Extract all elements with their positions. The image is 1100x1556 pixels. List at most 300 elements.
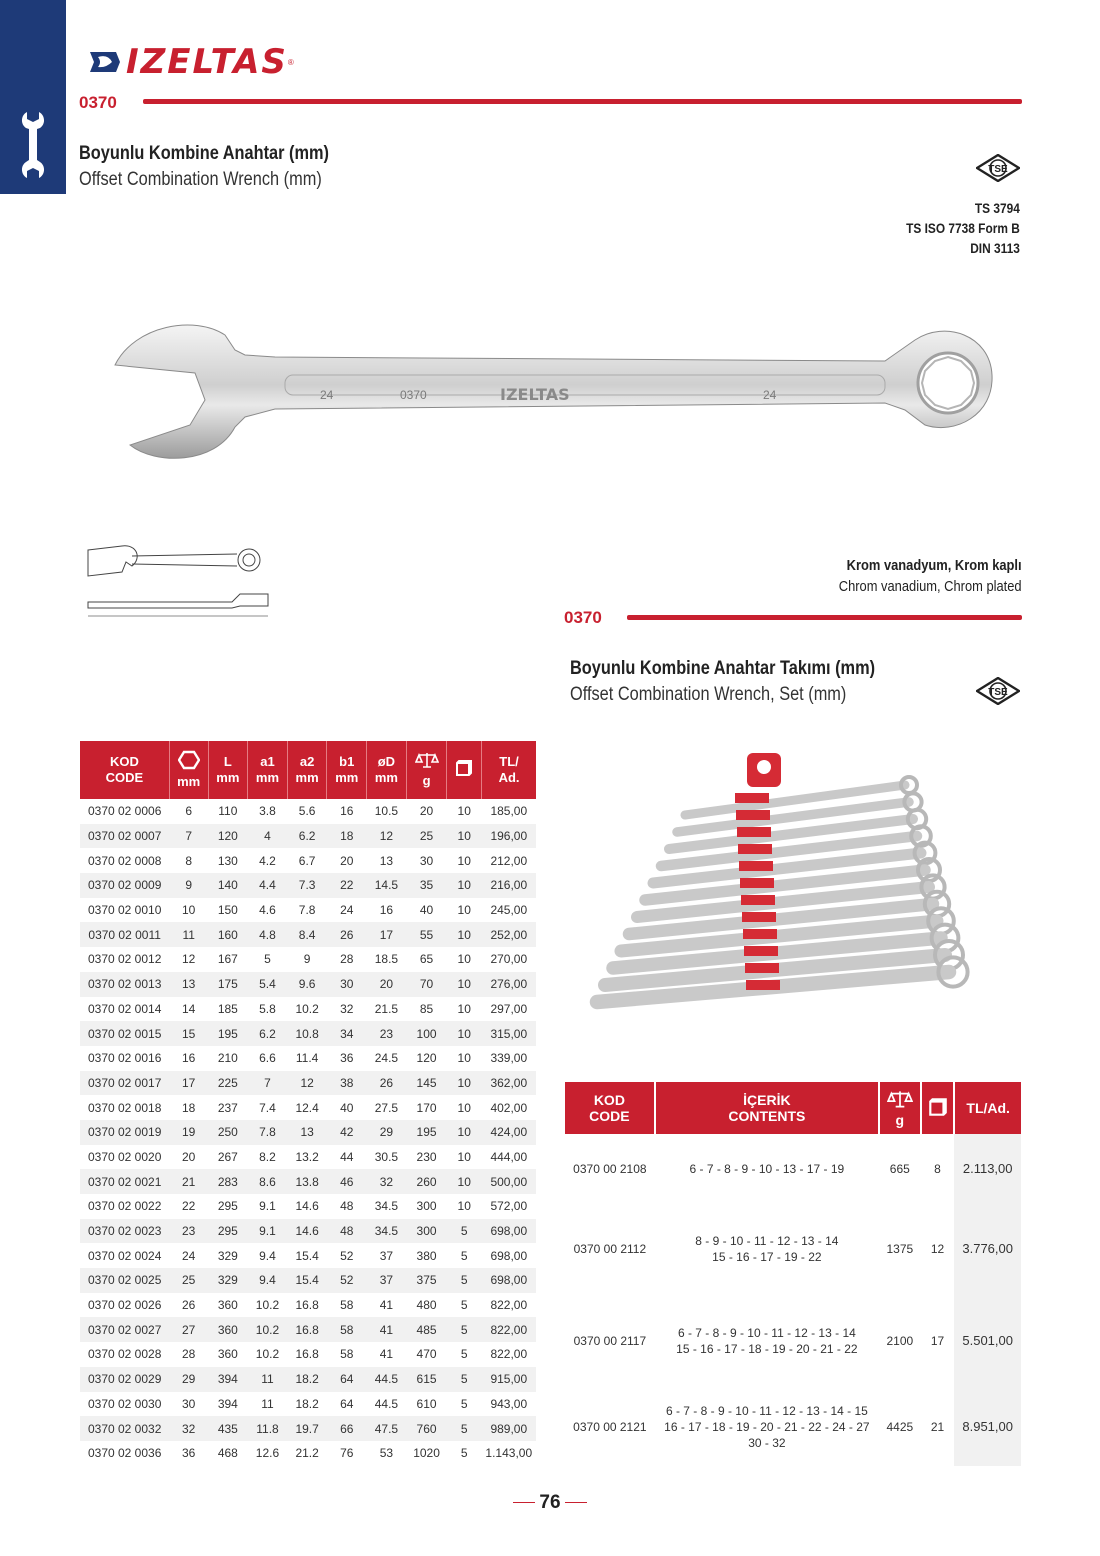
table-row bbox=[80, 1268, 536, 1293]
cell-b1: 52 bbox=[327, 1268, 367, 1293]
cell-length: 167 bbox=[217, 952, 238, 967]
cell-pack-qty: 17 bbox=[930, 1334, 945, 1348]
cell-a2: 7.8 bbox=[298, 903, 316, 918]
cell-size: 7 bbox=[169, 824, 208, 849]
cell-price: 444,00 bbox=[490, 1149, 528, 1164]
cell-a2: 9 bbox=[303, 952, 311, 967]
cell-pack-qty: 10 bbox=[457, 1001, 471, 1016]
cell-weight: 2100 bbox=[886, 1334, 914, 1348]
table-row bbox=[80, 873, 536, 898]
cell-b1: 48 bbox=[340, 1199, 354, 1214]
tse-mark-text: TSE bbox=[988, 164, 1008, 175]
cell-a2: 15.4 bbox=[295, 1248, 319, 1263]
table-row bbox=[80, 947, 536, 972]
brand-emblem-icon bbox=[88, 48, 122, 76]
cell-size: 32 bbox=[169, 1416, 208, 1441]
cell-diameter: 37 bbox=[367, 1268, 407, 1293]
header-unit: g bbox=[422, 773, 431, 788]
cell-price: 196,00 bbox=[482, 824, 536, 849]
cell-a1: 6.2 bbox=[248, 1021, 288, 1046]
col-code bbox=[80, 741, 169, 799]
cell-b1: 64 bbox=[327, 1367, 367, 1392]
cell-a1: 11 bbox=[248, 1367, 288, 1392]
cell-code: 0370 02 0030 bbox=[87, 1396, 162, 1411]
cell-pack-qty: 10 bbox=[447, 1169, 482, 1194]
cell-pack-qty: 5 bbox=[447, 1268, 482, 1293]
cell-code: 0370 02 0019 bbox=[80, 1120, 169, 1145]
cell-price: 252,00 bbox=[482, 922, 536, 947]
table-row bbox=[565, 1204, 1021, 1294]
cell-size: 21 bbox=[169, 1169, 208, 1194]
cell-weight: 35 bbox=[406, 873, 447, 898]
set-holder-clip bbox=[735, 793, 769, 803]
set-holder-clip bbox=[741, 895, 775, 905]
wrench-marking-size-right: 24 bbox=[763, 388, 777, 402]
cell-b1: 26 bbox=[327, 922, 367, 947]
cell-pack-qty: 8 bbox=[934, 1162, 941, 1176]
header-unit: g bbox=[895, 1111, 905, 1128]
cell-length: 295 bbox=[208, 1219, 248, 1244]
cell-code: 0370 02 0015 bbox=[80, 1021, 169, 1046]
cell-a1: 9.4 bbox=[248, 1268, 288, 1293]
set-header-row bbox=[565, 1082, 1021, 1134]
cell-length: 140 bbox=[208, 873, 248, 898]
brand-name: IZELTAS bbox=[126, 42, 288, 82]
cell-weight: 195 bbox=[406, 1120, 447, 1145]
cell-diameter: 23 bbox=[367, 1021, 407, 1046]
section2-title bbox=[570, 658, 925, 706]
cell-pack-qty: 10 bbox=[457, 903, 471, 918]
contents-line: 15 - 16 - 17 - 18 - 19 - 20 - 21 - 22 bbox=[676, 1342, 858, 1356]
cell-length: 195 bbox=[208, 1021, 248, 1046]
cell-a1: 11.8 bbox=[248, 1416, 288, 1441]
cell-diameter: 18.5 bbox=[374, 952, 399, 967]
cell-price: 698,00 bbox=[490, 1248, 528, 1263]
cell-price: 822,00 bbox=[490, 1298, 528, 1313]
cell-diameter: 13 bbox=[379, 853, 394, 868]
set-holder-clip bbox=[742, 912, 776, 922]
cell-length: 435 bbox=[208, 1416, 248, 1441]
cell-code: 0370 02 0013 bbox=[80, 972, 169, 997]
cell-diameter: 41 bbox=[379, 1347, 394, 1362]
cell-length: 295 bbox=[217, 1199, 238, 1214]
set-holder-clip bbox=[740, 878, 774, 888]
side-category-tab bbox=[0, 0, 66, 194]
cell-b1: 34 bbox=[327, 1021, 367, 1046]
cell-diameter: 34.5 bbox=[374, 1199, 399, 1214]
cell-diameter: 41 bbox=[367, 1317, 407, 1342]
cell-diameter: 26 bbox=[367, 1071, 407, 1096]
cell-a2: 13.8 bbox=[287, 1169, 327, 1194]
col-contents bbox=[655, 1082, 879, 1134]
cell-a1: 11 bbox=[261, 1396, 274, 1411]
cell-b1: 64 bbox=[340, 1396, 354, 1411]
cell-code: 0370 02 0012 bbox=[87, 952, 162, 967]
section1-divider bbox=[143, 99, 1022, 104]
cell-b1: 24 bbox=[340, 903, 354, 918]
cell-size: 18 bbox=[182, 1100, 196, 1115]
cell-diameter: 32 bbox=[367, 1169, 407, 1194]
table-row bbox=[80, 898, 536, 923]
cell-a2: 12 bbox=[287, 1071, 327, 1096]
col-size bbox=[169, 741, 208, 799]
table-row bbox=[80, 1342, 536, 1367]
cell-length: 329 bbox=[217, 1248, 238, 1263]
cell-a2: 12.4 bbox=[295, 1100, 319, 1115]
cell-a1: 9.4 bbox=[259, 1248, 276, 1263]
cell-weight: 470 bbox=[416, 1347, 437, 1362]
cell-contents bbox=[655, 1204, 879, 1294]
cell-b1: 20 bbox=[340, 853, 354, 868]
table-row bbox=[80, 1021, 536, 1046]
cell-weight: 170 bbox=[416, 1100, 437, 1115]
cell-diameter: 24.5 bbox=[374, 1051, 399, 1066]
cell-length: 237 bbox=[217, 1100, 238, 1115]
cell-diameter: 34.5 bbox=[367, 1219, 407, 1244]
table-row bbox=[565, 1388, 1021, 1466]
cell-price: 339,00 bbox=[490, 1051, 528, 1066]
cell-a1: 4.8 bbox=[248, 922, 288, 947]
cell-b1: 58 bbox=[340, 1347, 354, 1362]
tse-certification-icon bbox=[976, 154, 1020, 182]
col-a2 bbox=[287, 741, 327, 799]
cell-code: 0370 02 0024 bbox=[87, 1248, 162, 1263]
wrench-product-image bbox=[95, 305, 1000, 480]
cell-weight: 1020 bbox=[413, 1446, 440, 1461]
cell-weight: 375 bbox=[406, 1268, 447, 1293]
cell-a2: 6.2 bbox=[287, 824, 327, 849]
section1-title-en: Offset Combination Wrench (mm) bbox=[79, 169, 322, 190]
cell-a2: 11.4 bbox=[295, 1051, 319, 1066]
cell-pack-qty: 10 bbox=[447, 1071, 482, 1096]
set-holder-clip bbox=[745, 963, 779, 973]
page-number bbox=[0, 1492, 1100, 1514]
cell-weight: 120 bbox=[416, 1051, 437, 1066]
table-row bbox=[80, 799, 536, 824]
header-unit: mm bbox=[216, 770, 240, 785]
header-unit: mm bbox=[295, 770, 319, 785]
table-row bbox=[80, 972, 536, 997]
cell-length: 120 bbox=[208, 824, 248, 849]
cell-size: 16 bbox=[182, 1051, 196, 1066]
cell-size: 36 bbox=[182, 1446, 196, 1461]
cell-a1: 8.2 bbox=[259, 1149, 276, 1164]
cell-a1: 5 bbox=[264, 952, 271, 967]
contents-line: 6 - 7 - 8 - 9 - 10 - 13 - 17 - 19 bbox=[689, 1162, 845, 1176]
table-row bbox=[80, 1392, 536, 1417]
cell-a2: 18.2 bbox=[295, 1396, 319, 1411]
cell-code: 0370 02 0011 bbox=[80, 922, 169, 947]
cell-a2: 9.6 bbox=[287, 972, 327, 997]
cell-length: 360 bbox=[208, 1317, 248, 1342]
cell-pack-qty: 10 bbox=[447, 1021, 482, 1046]
cell-pack-qty: 10 bbox=[457, 1051, 471, 1066]
cell-a1: 5.4 bbox=[248, 972, 288, 997]
set-holder-clip bbox=[743, 929, 777, 939]
material-info bbox=[809, 555, 1022, 597]
header-label: TL/ bbox=[499, 754, 519, 769]
contents-line: 6 - 7 - 8 - 9 - 10 - 11 - 12 - 13 - 14 bbox=[677, 1326, 856, 1340]
standard-item: DIN 3113 bbox=[970, 240, 1020, 256]
cell-price: 8.951,00 bbox=[954, 1388, 1021, 1466]
cell-a2: 5.6 bbox=[298, 804, 316, 819]
col-price: TL/Ad. bbox=[954, 1082, 1021, 1134]
cell-price: 822,00 bbox=[482, 1317, 536, 1342]
table-row bbox=[80, 1243, 536, 1268]
cell-length: 360 bbox=[217, 1298, 238, 1313]
page-dash bbox=[513, 1502, 535, 1503]
cell-pack-qty: 10 bbox=[447, 922, 482, 947]
table-row bbox=[80, 1169, 536, 1194]
cell-size: 19 bbox=[169, 1120, 208, 1145]
cell-code: 0370 02 0016 bbox=[87, 1051, 162, 1066]
cell-size: 13 bbox=[169, 972, 208, 997]
cell-a2: 14.6 bbox=[287, 1219, 327, 1244]
cell-code: 0370 00 2108 bbox=[573, 1162, 647, 1176]
cell-a1: 4.4 bbox=[248, 873, 288, 898]
cell-diameter: 30.5 bbox=[374, 1149, 399, 1164]
cell-price: 943,00 bbox=[490, 1396, 528, 1411]
cell-code: 0370 02 0014 bbox=[87, 1001, 162, 1016]
cell-length: 329 bbox=[208, 1268, 248, 1293]
tse-mark-text: TSE bbox=[988, 687, 1008, 698]
cell-size: 28 bbox=[182, 1347, 196, 1362]
cell-a2: 13.2 bbox=[295, 1149, 319, 1164]
table-row bbox=[80, 1219, 536, 1244]
cell-pack-qty: 10 bbox=[457, 1100, 471, 1115]
table-row bbox=[80, 1317, 536, 1342]
cell-size: 12 bbox=[182, 952, 196, 967]
cell-price: 989,00 bbox=[482, 1416, 536, 1441]
cell-size: 20 bbox=[182, 1149, 196, 1164]
cell-weight: 380 bbox=[416, 1248, 437, 1263]
table-row bbox=[80, 1416, 536, 1441]
cell-code: 0370 02 0026 bbox=[87, 1298, 162, 1313]
wrench-marking-brand: IZELTAS bbox=[500, 385, 570, 404]
cell-b1: 58 bbox=[327, 1317, 367, 1342]
cell-code: 0370 02 0025 bbox=[80, 1268, 169, 1293]
cell-contents bbox=[655, 1388, 879, 1466]
cell-weight: 615 bbox=[406, 1367, 447, 1392]
header-code: CODE bbox=[105, 770, 144, 785]
cell-pack-qty: 5 bbox=[460, 1446, 468, 1461]
section2-code: 0370 bbox=[564, 608, 602, 627]
cell-size: 30 bbox=[182, 1396, 196, 1411]
cell-diameter: 14.5 bbox=[367, 873, 407, 898]
cell-price: 212,00 bbox=[490, 853, 528, 868]
cell-length: 150 bbox=[217, 903, 238, 918]
cell-pack-qty: 5 bbox=[447, 1219, 482, 1244]
cell-b1: 58 bbox=[340, 1298, 354, 1313]
cell-price: 822,00 bbox=[490, 1347, 528, 1362]
cell-diameter: 47.5 bbox=[367, 1416, 407, 1441]
cell-pack-qty: 5 bbox=[447, 1416, 482, 1441]
cell-a2: 19.7 bbox=[287, 1416, 327, 1441]
cell-code: 0370 00 2112 bbox=[573, 1242, 647, 1256]
registered-mark: ® bbox=[287, 57, 294, 67]
header-unit: mm bbox=[177, 774, 201, 789]
cell-code: 0370 02 0010 bbox=[87, 903, 162, 918]
cell-b1: 48 bbox=[327, 1219, 367, 1244]
cell-weight: 4425 bbox=[886, 1420, 914, 1434]
specs-table bbox=[80, 741, 536, 1466]
cell-a1: 7.4 bbox=[259, 1100, 276, 1115]
cell-length: 185 bbox=[217, 1001, 238, 1016]
wrench-icon bbox=[18, 110, 48, 180]
cell-contents bbox=[655, 1294, 879, 1388]
cell-weight: 65 bbox=[419, 952, 434, 967]
cell-price: 245,00 bbox=[490, 903, 528, 918]
cell-length: 360 bbox=[217, 1347, 238, 1362]
col-a1 bbox=[248, 741, 288, 799]
set-holder-clip bbox=[746, 980, 780, 990]
cell-a1: 10.2 bbox=[255, 1347, 280, 1362]
cell-contents bbox=[655, 1134, 879, 1204]
cell-a2: 21.2 bbox=[295, 1446, 319, 1461]
cell-size: 22 bbox=[182, 1199, 196, 1214]
cell-size: 25 bbox=[169, 1268, 208, 1293]
col-diameter bbox=[367, 741, 407, 799]
cell-b1: 42 bbox=[327, 1120, 367, 1145]
cell-weight: 665 bbox=[889, 1162, 910, 1176]
cell-size: 17 bbox=[169, 1071, 208, 1096]
header-unit: mm bbox=[374, 770, 398, 785]
cell-price: 5.501,00 bbox=[954, 1294, 1021, 1388]
cell-length: 210 bbox=[217, 1051, 238, 1066]
cell-b1: 30 bbox=[327, 972, 367, 997]
cell-b1: 76 bbox=[340, 1446, 354, 1461]
cell-a1: 12.6 bbox=[255, 1446, 280, 1461]
header-code: CODE bbox=[589, 1108, 630, 1124]
cell-length: 225 bbox=[208, 1071, 248, 1096]
cell-price: 698,00 bbox=[482, 1268, 536, 1293]
cell-weight: 230 bbox=[416, 1149, 437, 1164]
cell-diameter: 53 bbox=[379, 1446, 394, 1461]
standards-list bbox=[886, 198, 1020, 258]
cell-code: 0370 02 0017 bbox=[80, 1071, 169, 1096]
technical-drawing bbox=[82, 540, 272, 620]
cell-a1: 3.8 bbox=[259, 804, 276, 819]
cell-weight: 300 bbox=[416, 1199, 437, 1214]
col-price bbox=[482, 741, 536, 799]
contents-line: 8 - 9 - 10 - 11 - 12 - 13 - 14 bbox=[695, 1234, 839, 1248]
cell-a2: 16.8 bbox=[287, 1317, 327, 1342]
cell-b1: 66 bbox=[327, 1416, 367, 1441]
contents-line: 30 - 32 bbox=[748, 1436, 786, 1450]
cell-price: 362,00 bbox=[482, 1071, 536, 1096]
cell-code: 0370 02 0008 bbox=[87, 853, 162, 868]
cell-length: 394 bbox=[208, 1367, 248, 1392]
cell-a2: 18.2 bbox=[287, 1367, 327, 1392]
cell-weight: 145 bbox=[406, 1071, 447, 1096]
table-row bbox=[565, 1134, 1021, 1204]
cell-code: 0370 02 0036 bbox=[87, 1446, 162, 1461]
cell-price: 216,00 bbox=[482, 873, 536, 898]
cell-length: 160 bbox=[208, 922, 248, 947]
cell-size: 10 bbox=[182, 903, 196, 918]
cell-a1: 7 bbox=[248, 1071, 288, 1096]
cell-a2: 10.8 bbox=[287, 1021, 327, 1046]
cell-code: 0370 02 0027 bbox=[80, 1317, 169, 1342]
cell-pack-qty: 10 bbox=[457, 853, 471, 868]
section2-title-tr: Boyunlu Kombine Anahtar Takımı (mm) bbox=[570, 658, 876, 679]
cell-weight: 20 bbox=[419, 804, 434, 819]
package-icon bbox=[454, 758, 474, 778]
cell-pack-qty: 10 bbox=[447, 1120, 482, 1145]
header-unit: mm bbox=[255, 770, 280, 785]
table-row bbox=[80, 1441, 536, 1466]
cell-code: 0370 02 0009 bbox=[80, 873, 169, 898]
col-pack-qty bbox=[447, 741, 482, 799]
cell-length: 250 bbox=[208, 1120, 248, 1145]
cell-a1: 4.2 bbox=[259, 853, 276, 868]
cell-weight: 300 bbox=[406, 1219, 447, 1244]
cell-a2: 13 bbox=[287, 1120, 327, 1145]
cell-pack-qty: 21 bbox=[930, 1420, 945, 1434]
header-icerik: İÇERİK bbox=[743, 1092, 791, 1108]
cell-code: 0370 02 0029 bbox=[80, 1367, 169, 1392]
header-label: L bbox=[223, 754, 232, 769]
material-tr: Krom vanadyum, Krom kaplı bbox=[847, 557, 1022, 574]
cell-pack-qty: 10 bbox=[447, 873, 482, 898]
cell-length: 130 bbox=[217, 853, 238, 868]
cell-pack-qty: 10 bbox=[457, 1199, 471, 1214]
table-row bbox=[80, 997, 536, 1022]
cell-pack-qty: 10 bbox=[457, 952, 471, 967]
cell-b1: 16 bbox=[340, 804, 354, 819]
cell-size: 27 bbox=[169, 1317, 208, 1342]
cell-size: 23 bbox=[169, 1219, 208, 1244]
header-unit: mm bbox=[335, 770, 359, 785]
cell-a1: 10.2 bbox=[255, 1298, 280, 1313]
cell-code: 0370 02 0021 bbox=[80, 1169, 169, 1194]
cell-price: 1.143,00 bbox=[485, 1446, 533, 1461]
header-kod: KOD bbox=[109, 754, 139, 769]
cell-size: 24 bbox=[182, 1248, 196, 1263]
set-holder-clip bbox=[736, 810, 770, 820]
cell-diameter: 17 bbox=[367, 922, 407, 947]
contents-line: 15 - 16 - 17 - 19 - 22 bbox=[712, 1250, 822, 1264]
cell-pack-qty: 10 bbox=[457, 1149, 471, 1164]
cell-weight: 1375 bbox=[886, 1242, 914, 1256]
set-holder-clip bbox=[739, 861, 773, 871]
cell-diameter: 44.5 bbox=[374, 1396, 399, 1411]
table-row bbox=[80, 1071, 536, 1096]
set-table bbox=[565, 1082, 1021, 1466]
table-row bbox=[80, 1120, 536, 1145]
cell-diameter: 20 bbox=[367, 972, 407, 997]
cell-code: 0370 02 0018 bbox=[87, 1100, 162, 1115]
cell-code: 0370 02 0006 bbox=[87, 804, 162, 819]
cell-length: 394 bbox=[217, 1396, 238, 1411]
table-row bbox=[80, 1367, 536, 1392]
cell-diameter: 16 bbox=[379, 903, 394, 918]
cell-pack-qty: 5 bbox=[460, 1248, 468, 1263]
cell-pack-qty: 5 bbox=[460, 1347, 468, 1362]
cell-length: 267 bbox=[217, 1149, 238, 1164]
material-en: Chrom vanadium, Chrom plated bbox=[839, 578, 1022, 595]
cell-length: 283 bbox=[208, 1169, 248, 1194]
table-row bbox=[565, 1294, 1021, 1388]
cell-code: 0370 02 0032 bbox=[80, 1416, 169, 1441]
table-row bbox=[80, 922, 536, 947]
cell-b1: 32 bbox=[340, 1001, 354, 1016]
cell-code: 0370 00 2121 bbox=[573, 1420, 647, 1434]
cell-price: 315,00 bbox=[482, 1021, 536, 1046]
standard-item: TS 3794 bbox=[975, 200, 1020, 216]
cell-code: 0370 02 0028 bbox=[87, 1347, 162, 1362]
cell-size: 29 bbox=[169, 1367, 208, 1392]
